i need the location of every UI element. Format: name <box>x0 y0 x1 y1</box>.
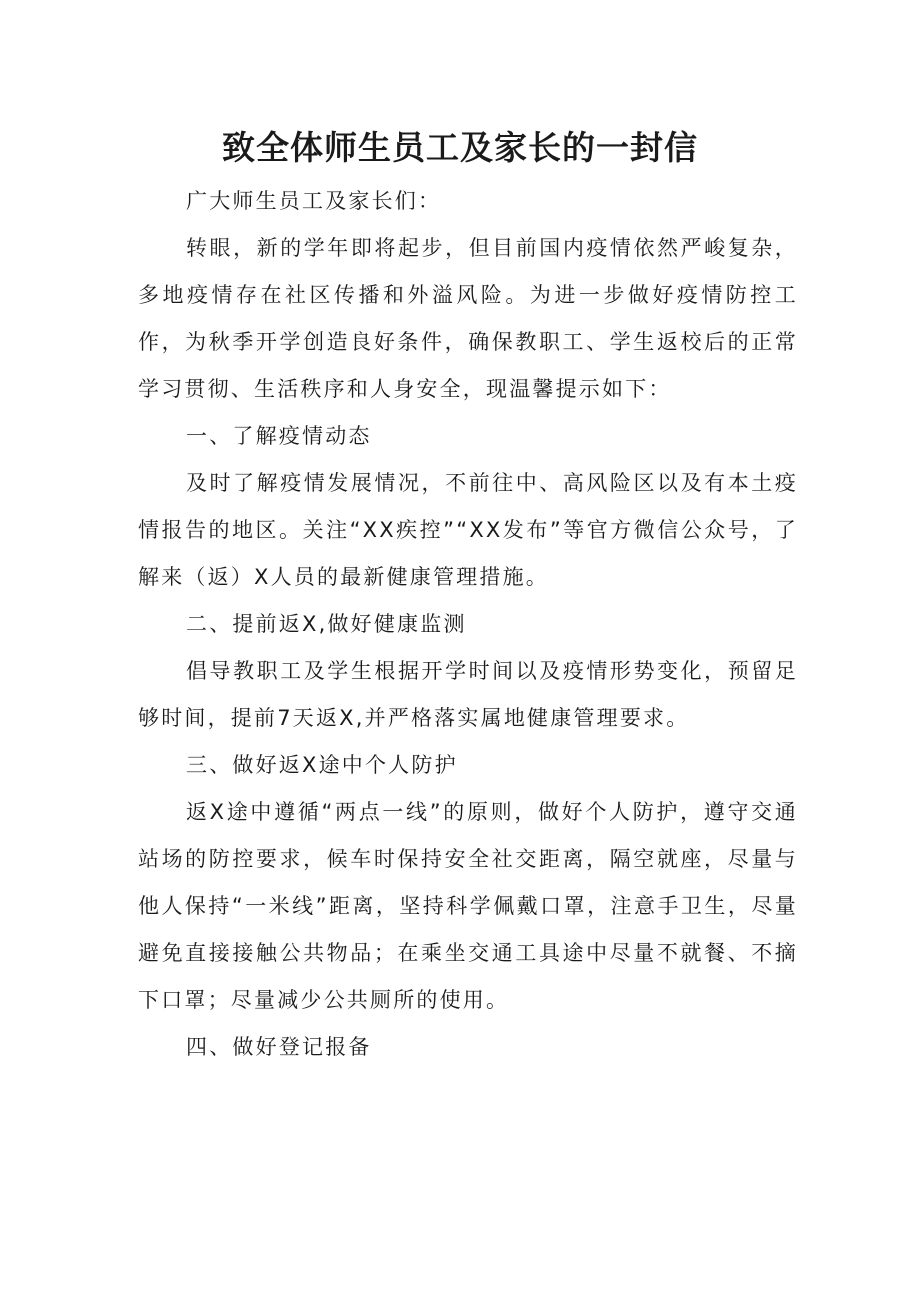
section-heading-4: 四、做好登记报备 <box>186 1035 372 1059</box>
document-title: 致全体师生员工及家长的一封信 <box>222 128 698 167</box>
document-body <box>138 178 798 1071</box>
section-heading-1: 一、了解疫情动态 <box>186 424 372 448</box>
section-body-3: 返X途中遵循“两点一线”的原则，做好个人防护，遵守交通站场的防控要求，候车时保持安全社交距离，隔空就座，尽量与他人保持“一米线”距离，坚持科学佩戴口罩，注意手卫生，尽量避免直接接触公共物品；在乘坐交通工具途中尽量不就餐、不摘下口罩；尽量减少公共厕所的使用。 <box>138 800 798 1012</box>
intro-paragraph: 转眼，新的学年即将起步，但目前国内疫情依然严峻复杂，多地疫情存在社区传播和外溢风险。为进一步做好疫情防控工作，为秋季开学创造良好条件，确保教职工、学生返校后的正常学习贯彻、生活秩序和人身安全，现温馨提示如下： <box>138 236 798 401</box>
section-heading-2: 二、提前返X,做好健康监测 <box>186 612 467 636</box>
section-body-1: 及时了解疫情发展情况，不前往中、高风险区以及有本土疫情报告的地区。关注“XX疾控”“XX发布”等官方微信公众号，了解来（返）X人员的最新健康管理措施。 <box>138 471 798 589</box>
section-heading-3: 三、做好返X途中个人防护 <box>186 753 458 777</box>
salutation: 广大师生员工及家长们： <box>186 189 442 213</box>
section-body-2: 倡导教职工及学生根据开学时间以及疫情形势变化，预留足够时间，提前7天返X,并严格落实属地健康管理要求。 <box>138 659 798 730</box>
